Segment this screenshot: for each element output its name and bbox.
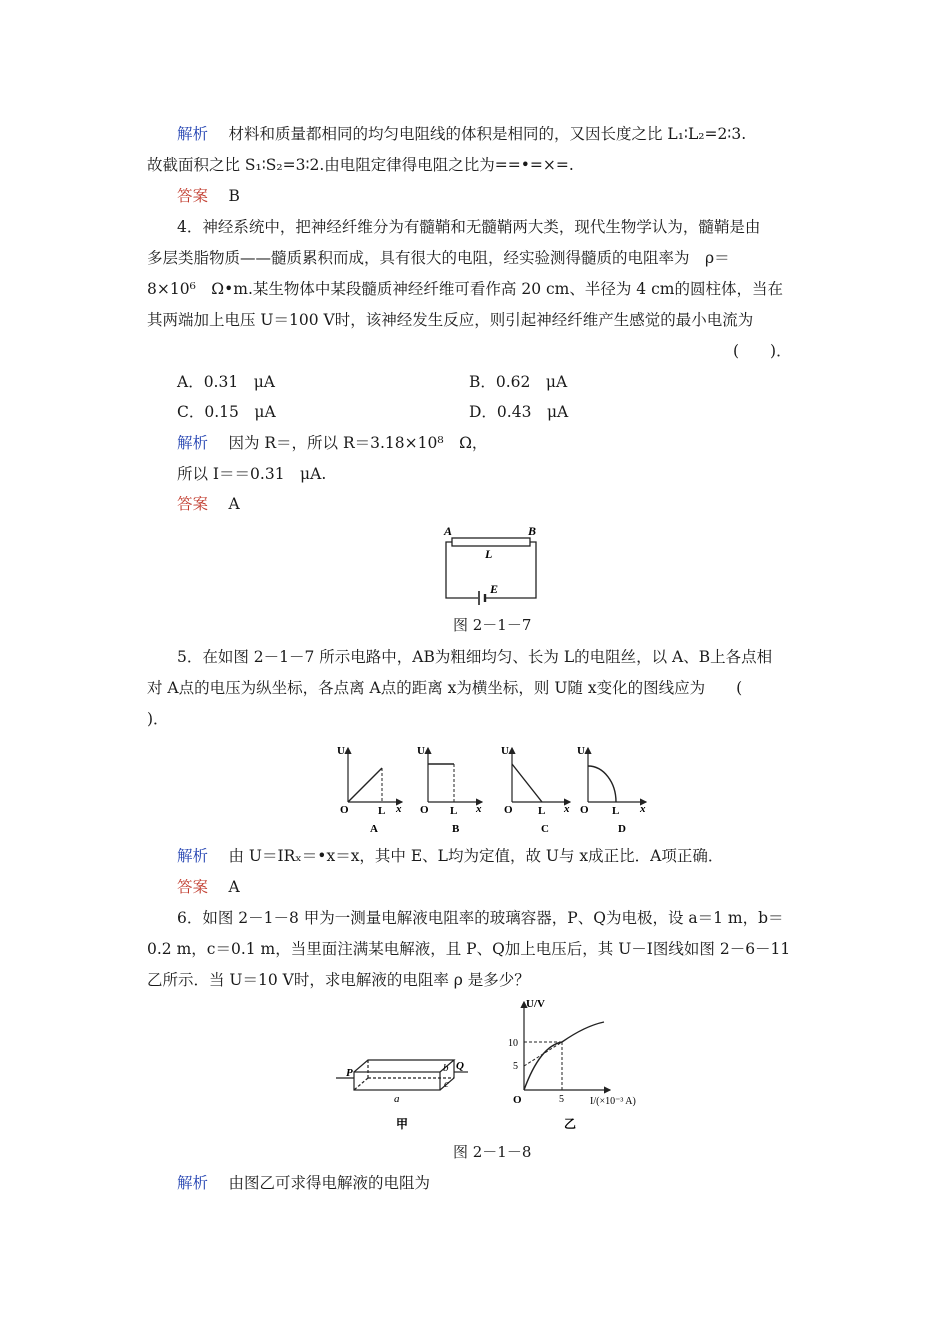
q5-stem-line2: 对 A点的电压为纵坐标，各点离 A点的距离 x为横坐标，则 U随 x变化的图线应为 ( xyxy=(147,679,743,697)
tangent-line xyxy=(524,1042,562,1066)
q3-answer xyxy=(177,186,240,206)
q3-analysis-line1 xyxy=(177,124,746,144)
q4-blank: ( )． xyxy=(733,342,792,360)
u-i-curve xyxy=(524,1022,604,1090)
analysis-label: 解析 xyxy=(177,1174,209,1192)
svg-text:U: U xyxy=(417,745,425,757)
analysis-ratio: L₁∶L₂=2∶3. xyxy=(667,125,747,143)
svg-text:U: U xyxy=(337,745,345,757)
q4-answer xyxy=(177,494,240,514)
q4-stem-line3: 8×10⁶ Ω•m.某生物体中某段髓质神经纤维可看作高 20 cm、半径为 4 cm的圆柱体，当在 xyxy=(147,280,783,298)
svg-text:L: L xyxy=(378,805,386,817)
svg-text:L: L xyxy=(450,805,458,817)
figure-caption-2-1-8: 图 2－1－8 xyxy=(453,1143,532,1161)
svg-text:x: x xyxy=(396,803,402,815)
svg-text:P: P xyxy=(346,1067,353,1079)
q5-stem-line3: )． xyxy=(147,710,169,728)
svg-text:5: 5 xyxy=(513,1061,518,1072)
answer-label: 答案 xyxy=(177,878,209,896)
figure-label-yi: 乙 xyxy=(564,1117,577,1131)
analysis-text: 材料和质量都相同的均匀电阻线的体积是相同的，又因长度之比 xyxy=(228,125,663,143)
q6-analysis xyxy=(177,1173,430,1193)
svg-text:O: O xyxy=(340,804,349,816)
graph-b xyxy=(417,745,482,835)
analysis-text: 因为 R＝，所以 R＝3.18×10⁸ Ω， xyxy=(228,434,488,452)
figure-label-jia: 甲 xyxy=(396,1117,409,1131)
label-e: E xyxy=(490,582,499,596)
svg-text:a: a xyxy=(394,1093,400,1105)
graph-b-label: B xyxy=(452,823,460,835)
q4-option-c: C．0.15 μA xyxy=(177,403,276,421)
figure-caption-2-1-7: 图 2－1－7 xyxy=(453,616,532,634)
analysis-text: 由 U＝IRₓ＝•x＝x，其中 E、L均为定值，故 U与 x成正比．A项正确． xyxy=(228,847,724,865)
q4-option-a: A．0.31 μA xyxy=(177,373,275,391)
svg-text:b: b xyxy=(443,1062,449,1074)
label-b: B xyxy=(528,524,537,538)
svg-text:U/V: U/V xyxy=(526,998,545,1010)
answer-value: B xyxy=(228,187,240,205)
q4-stem-line4: 其两端加上电压 U＝100 V时，该神经发生反应，则引起神经纤维产生感觉的最小电流为 xyxy=(147,311,754,329)
svg-text:I/(×10⁻³ A): I/(×10⁻³ A) xyxy=(590,1096,636,1107)
resistor-wire xyxy=(452,538,530,546)
label-a: A xyxy=(444,524,453,538)
q4-stem-line1: 4．神经系统中，把神经纤维分为有髓鞘和无髓鞘两大类，现代生物学认为，髓鞘是由 xyxy=(177,218,761,236)
answer-label: 答案 xyxy=(177,187,209,205)
answer-value: A xyxy=(228,495,240,513)
svg-text:10: 10 xyxy=(508,1038,518,1049)
answer-label: 答案 xyxy=(177,495,209,513)
answer-value: A xyxy=(228,878,240,896)
svg-text:c: c xyxy=(444,1078,449,1090)
q3-analysis-line2: 故截面积之比 S₁∶S₂=3∶2.由电阻定律得电阻之比为==•=×=. xyxy=(147,156,574,174)
svg-text:5: 5 xyxy=(559,1094,564,1105)
q6-stem-line3: 乙所示．当 U＝10 V时，求电解液的电阻率 ρ 是多少？ xyxy=(147,971,530,989)
graph-c-label: C xyxy=(541,823,549,835)
q6-stem-line1: 6．如图 2－1－8 甲为一测量电解液电阻率的玻璃容器，P、Q为电极，设 a＝1 m，b＝ xyxy=(177,909,784,927)
graph-c xyxy=(501,745,570,835)
svg-text:x: x xyxy=(564,803,570,815)
analysis-label: 解析 xyxy=(177,434,209,452)
q5-graphs xyxy=(330,740,660,840)
circuit-diagram xyxy=(430,522,550,608)
graph-a-label: A xyxy=(370,823,378,835)
q5-analysis xyxy=(177,846,723,866)
svg-text:U: U xyxy=(501,745,509,757)
svg-text:O: O xyxy=(504,804,513,816)
label-l: L xyxy=(485,547,493,561)
svg-text:Q: Q xyxy=(456,1060,464,1072)
svg-text:L: L xyxy=(612,805,620,817)
u-i-graph xyxy=(500,996,660,1136)
q4-analysis-line1 xyxy=(177,433,487,453)
svg-text:x: x xyxy=(640,803,646,815)
graph-a xyxy=(337,745,402,835)
q5-answer xyxy=(177,877,240,897)
q5-stem-line1: 5．在如图 2－1－7 所示电路中，AB为粗细均匀、长为 L的电阻丝，以 A、B上各点相 xyxy=(177,648,773,666)
graph-d-label: D xyxy=(618,823,626,835)
analysis-label: 解析 xyxy=(177,847,209,865)
q4-analysis-line2: 所以 I＝＝0.31 μA. xyxy=(177,465,327,483)
svg-text:O: O xyxy=(580,804,589,816)
graph-d xyxy=(577,745,646,835)
analysis-text: 由图乙可求得电解液的电阻为 xyxy=(228,1174,430,1192)
q4-stem-line2: 多层类脂物质——髓质累积而成，具有很大的电阻，经实验测得髓质的电阻率为 ρ＝ xyxy=(147,249,730,267)
svg-text:x: x xyxy=(476,803,482,815)
svg-text:L: L xyxy=(538,805,546,817)
glass-container-figure xyxy=(332,1050,472,1132)
svg-text:O: O xyxy=(513,1094,522,1106)
svg-text:U: U xyxy=(577,745,585,757)
q4-option-b: B．0.62 μA xyxy=(469,373,568,391)
q4-option-d: D．0.43 μA xyxy=(469,403,569,421)
svg-text:O: O xyxy=(420,804,429,816)
q6-stem-line2: 0.2 m，c＝0.1 m，当里面注满某电解液，且 P、Q加上电压后，其 U－I图线如图 2－6－11 xyxy=(147,940,791,958)
analysis-label: 解析 xyxy=(177,125,209,143)
